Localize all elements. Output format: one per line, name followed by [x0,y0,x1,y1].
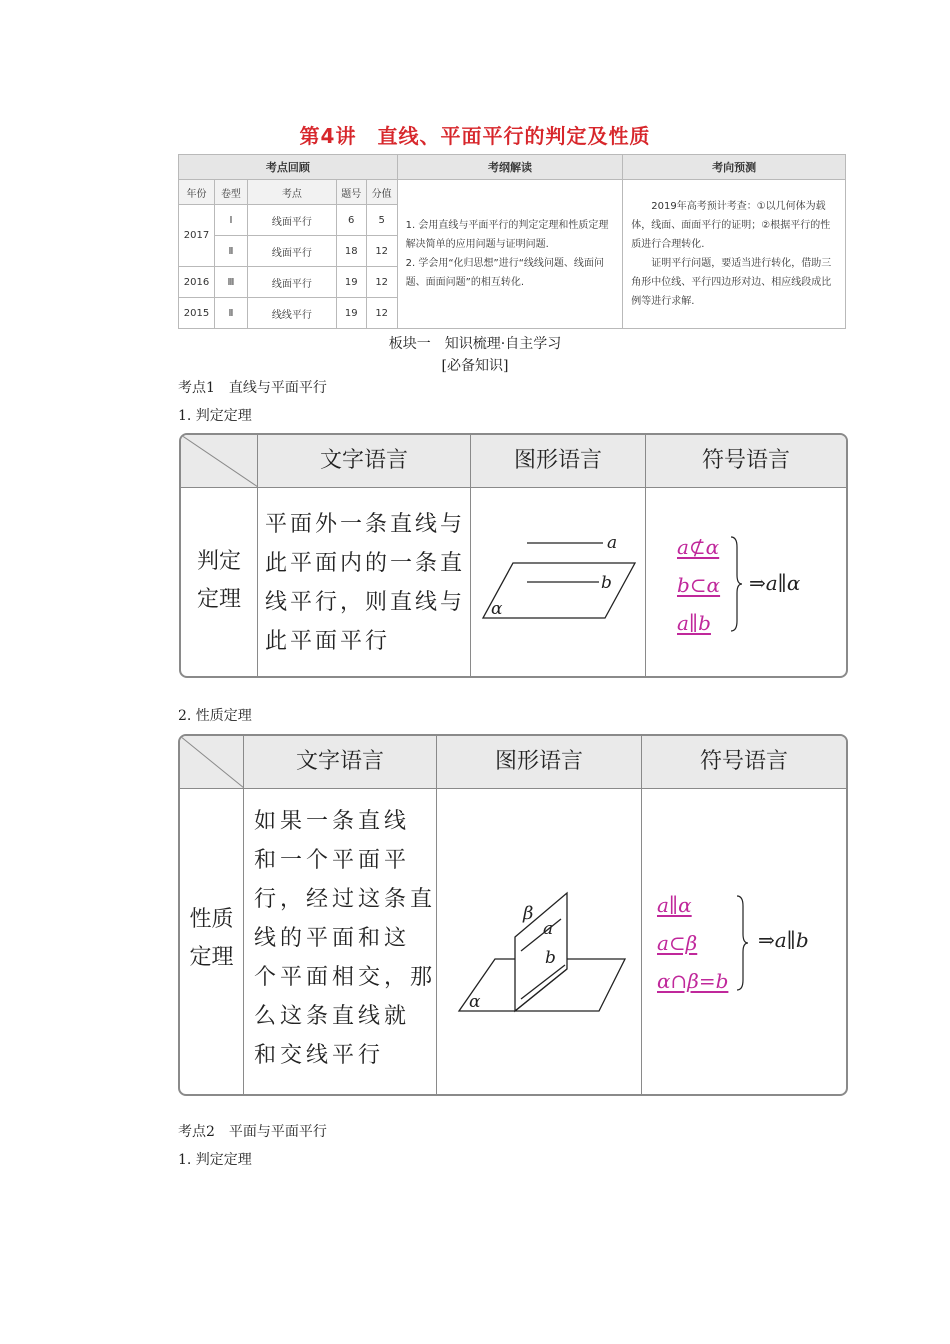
judgement-theorem-table [179,433,848,678]
table-cell: Ⅱ [214,298,247,329]
header-symbol-language: 符号语言 [699,749,788,774]
table-cell: 线面平行 [247,205,336,236]
header-review: 考点回顾 [179,155,398,180]
row-label-line: 定理 [189,945,234,970]
symbol-conditions [657,886,728,1000]
symbol-line: a∥b [677,611,711,635]
table-cell: Ⅱ [214,236,247,267]
col-paper: 卷型 [214,180,247,205]
header-text-language: 文字语言 [319,448,408,473]
theorem-description [265,505,465,661]
brace [729,535,743,633]
table-cell: 6 [336,205,366,236]
diagonal-corner [181,435,258,487]
outline-item: 2. 学会用“化归思想”进行“线线问题、线面问题、面面问题”的相互转化. [405,258,604,288]
label-b: b [601,573,612,593]
desc-line: 行，经过这条直 [254,887,437,912]
desc-line: 此平面内的一条直 [265,551,466,576]
table-cell: 19 [336,298,366,329]
row-label-line: 定理 [196,587,241,612]
table-cell: 2015 [179,298,215,329]
table-cell: 线面平行 [247,236,336,267]
section-title: 板块一 知识梳理·自主学习 [388,336,562,352]
header-symbol-language: 符号语言 [701,448,790,473]
table-cell: 2017 [179,205,215,267]
label-alpha: α [469,992,481,1012]
label-a: a [543,919,554,939]
desc-line: 平面外一条直线与 [265,512,466,537]
desc-line: 个平面相交，那 [254,965,437,990]
desc-line: 线平行，则直线与 [265,590,466,615]
desc-line: 此平面平行 [265,629,391,654]
col-topic: 考点 [247,180,336,205]
outline-item: 1. 会用直线与平面平行的判定定理和性质定理解决简单的应用问题与证明问题. [405,220,609,250]
label-alpha: α [491,599,503,619]
table-cell: 12 [366,298,397,329]
table-cell: 12 [366,236,397,267]
symbol-conclusion: ⇒a∥b [758,928,809,952]
page-title: 第4讲 直线、平面平行的判定及性质 [299,124,651,148]
desc-line: 么这条直线就 [254,1004,411,1029]
header-figure-language: 图形语言 [513,448,602,473]
row-label-line: 性质 [189,907,234,932]
symbol-line: a⊄α [677,535,720,559]
symbol-line: α∩β=b [657,969,729,993]
forecast-text [623,180,846,329]
label-b: b [545,948,556,968]
row-label [181,543,257,619]
header-forecast: 考向预测 [623,155,846,180]
row-label [180,901,243,977]
table-cell: 5 [366,205,397,236]
header-text-language: 文字语言 [295,749,384,774]
diagonal-corner [180,736,244,788]
table-cell: 2016 [179,267,215,298]
table-cell: 19 [336,267,366,298]
item-heading: 2. 性质定理 [178,708,252,724]
symbol-conditions [677,528,720,642]
symbol-conclusion: ⇒a∥α [749,571,801,595]
exam-overview-table [178,154,846,329]
desc-line: 和交线平行 [254,1043,385,1068]
desc-line: 线的平面和这 [254,926,411,951]
col-score: 分值 [366,180,397,205]
theorem-description [254,802,436,1075]
point-heading: 考点1 直线与平面平行 [178,380,327,396]
symbol-line: a∥α [657,893,692,917]
item-heading: 1. 判定定理 [178,408,252,424]
forecast-item: 证明平行问题，要适当进行转化，借助三角形中位线、平行四边形对边、相应线段成比例等进行求解. [631,258,832,307]
section-subtitle: [必备知识] [441,358,509,374]
outline-text [397,180,623,329]
point-heading: 考点2 平面与平面平行 [178,1124,327,1140]
line-plane-figure [471,488,645,674]
item-heading: 1. 判定定理 [178,1152,252,1168]
table-cell: 12 [366,267,397,298]
brace [735,894,749,992]
table-cell: Ⅲ [214,267,247,298]
line-plane-intersection-figure [437,789,641,1093]
table-cell: 18 [336,236,366,267]
table-cell: Ⅰ [214,205,247,236]
desc-line: 和一个平面平 [254,848,411,873]
header-outline: 考纲解读 [397,155,623,180]
symbol-line: a⊂β [657,931,698,955]
row-label-line: 判定 [196,549,241,574]
property-theorem-table [178,734,848,1096]
symbol-line: b⊂α [677,573,721,597]
col-number: 题号 [336,180,366,205]
desc-line: 如果一条直线 [254,809,411,834]
col-year: 年份 [179,180,215,205]
label-beta: β [523,903,534,924]
forecast-item: 2019年高考预计考查：①以几何体为载体，线面、面面平行的证明；②根据平行的性质进行合理转化. [631,201,831,250]
table-cell: 线线平行 [247,298,336,329]
label-a: a [607,533,618,553]
table-cell: 线面平行 [247,267,336,298]
header-figure-language: 图形语言 [494,749,583,774]
